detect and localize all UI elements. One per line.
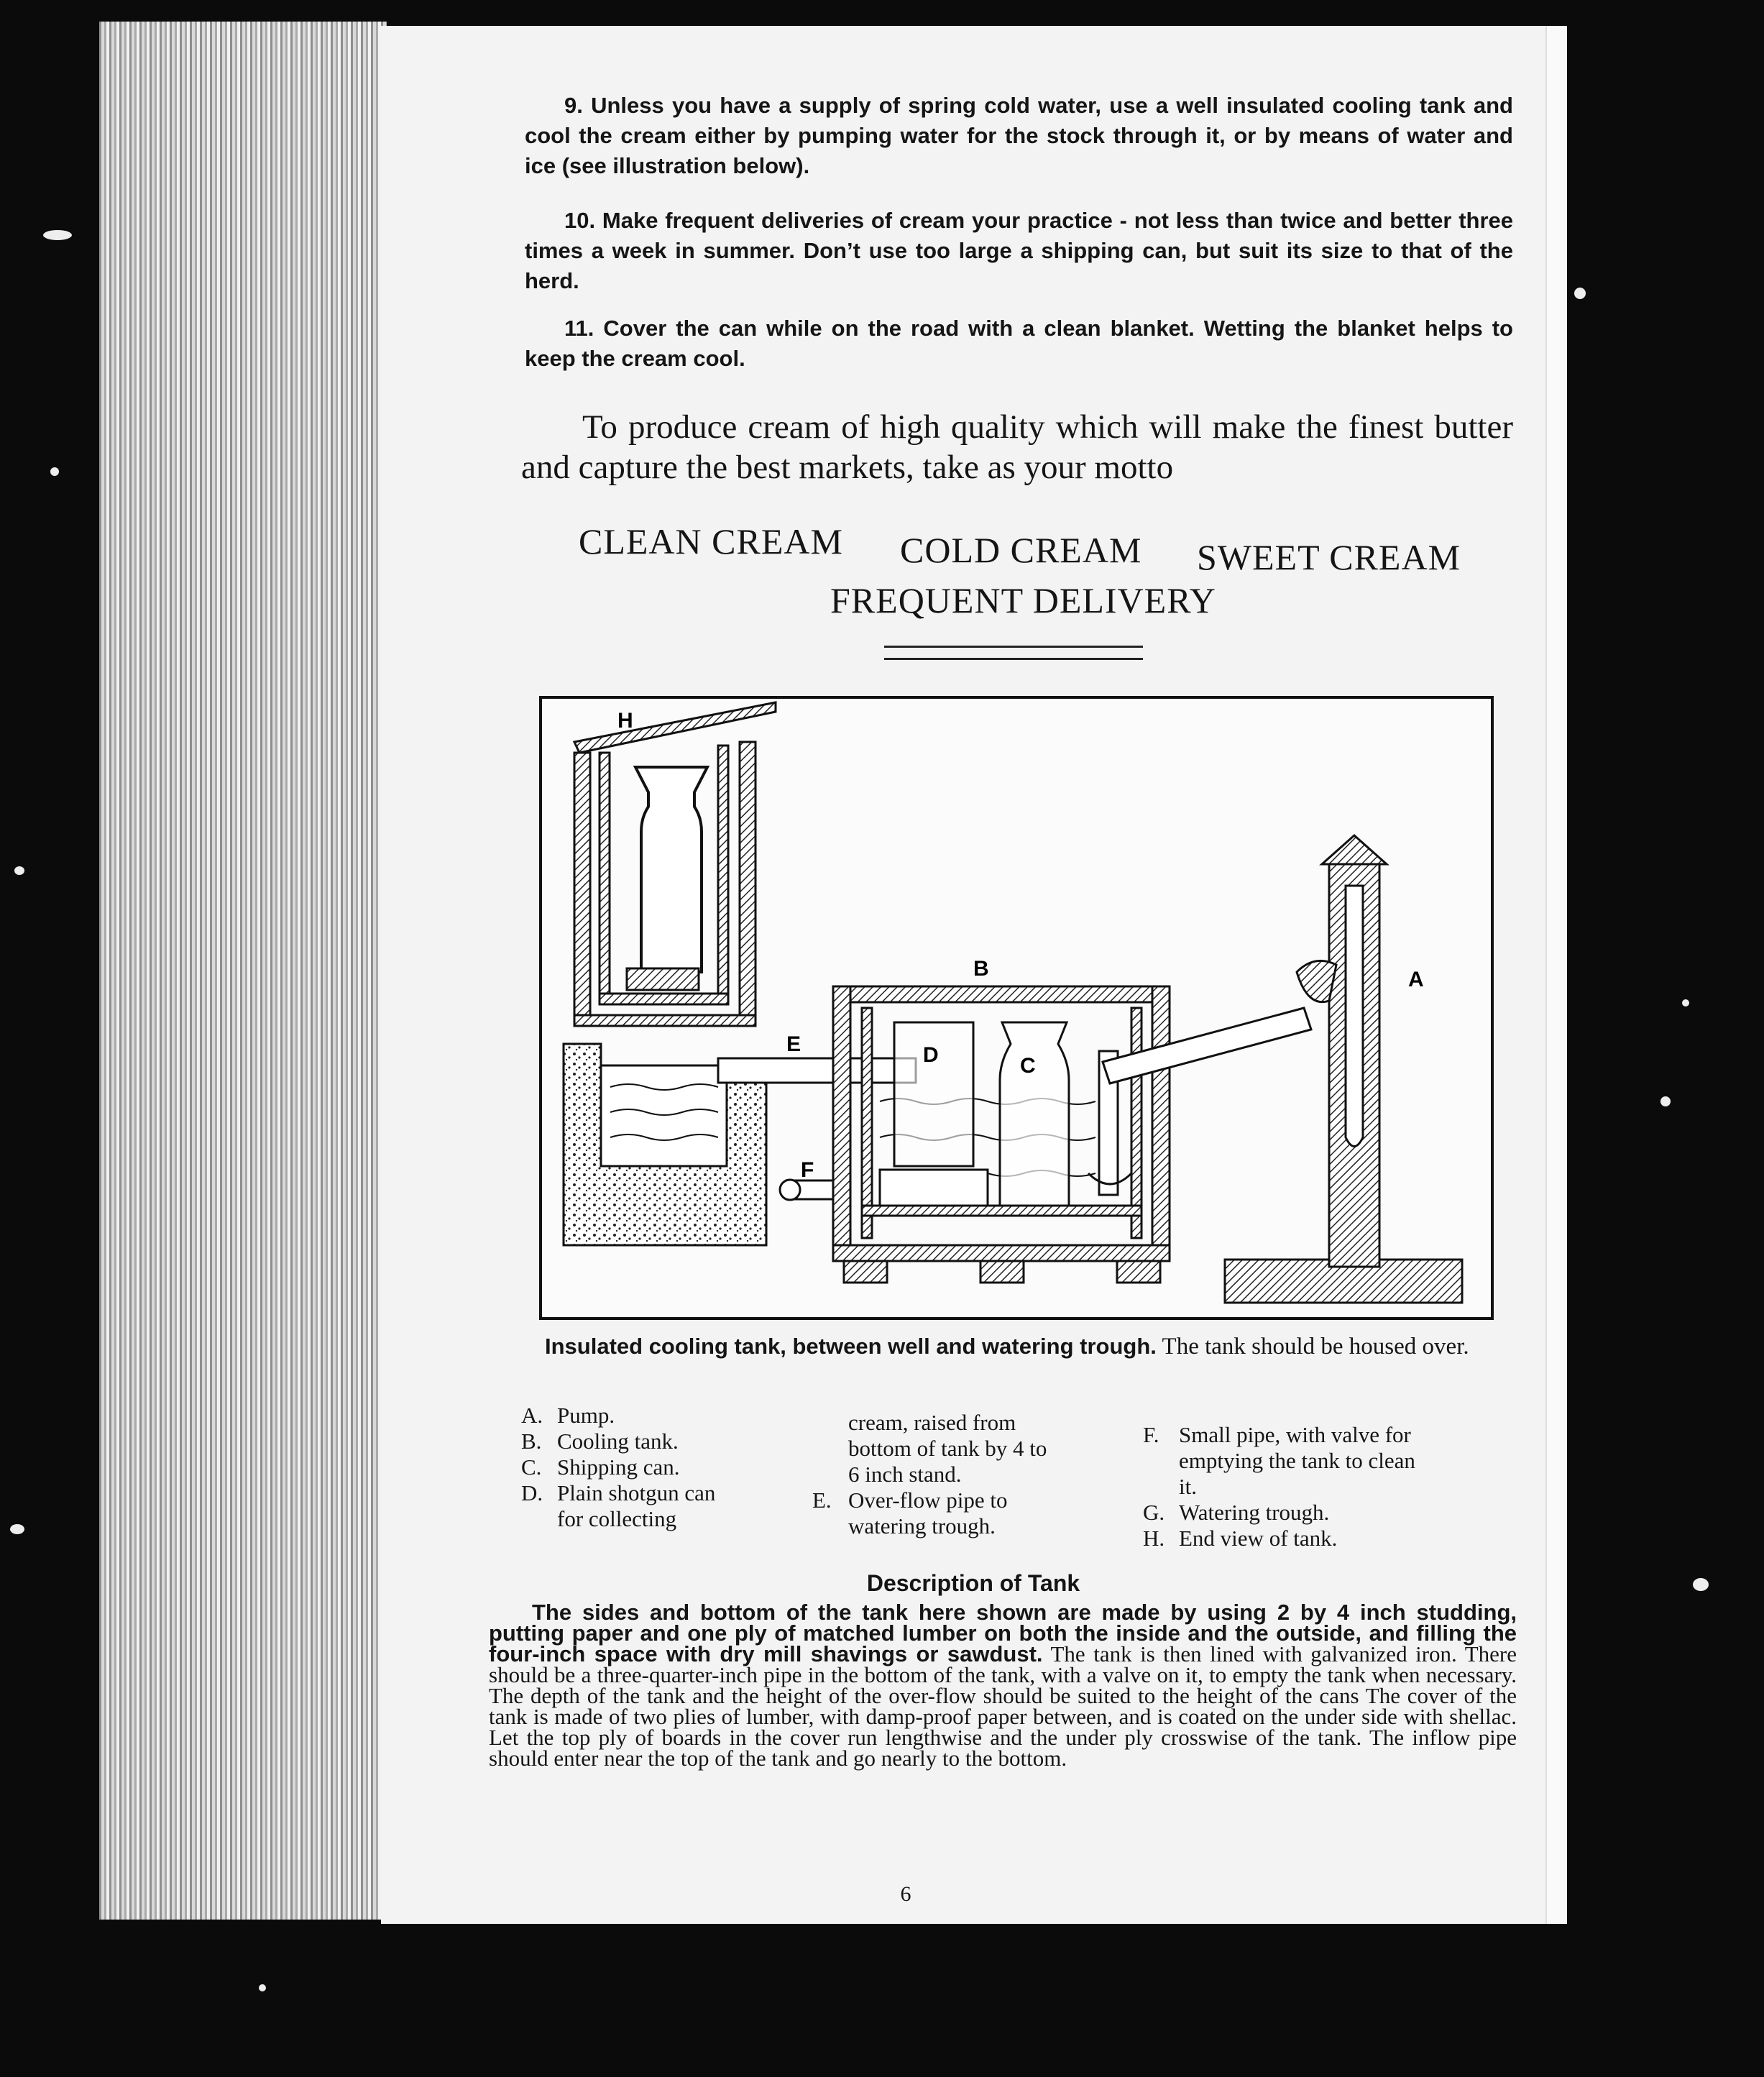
slogan-sweet-cream: SWEET CREAM xyxy=(1197,537,1461,577)
legend-column-3 xyxy=(1143,1422,1430,1551)
item-number: 9. xyxy=(564,93,583,118)
cooling-tank-illustration xyxy=(539,696,1494,1320)
figure-label-h: H xyxy=(617,709,633,733)
figure-label-e: E xyxy=(786,1032,801,1056)
legend-row xyxy=(1143,1526,1430,1551)
legend-row xyxy=(1143,1500,1430,1526)
book-page xyxy=(381,26,1566,1924)
slogan-cold-cream: COLD CREAM xyxy=(900,530,1142,570)
item-number: 11. xyxy=(564,316,594,341)
book-page-edges xyxy=(99,22,387,1920)
item-text: Make frequent deliveries of cream your practice - not less than twice and better three times a week in summer. Don’t use too large a shipping can, but suit its size to that of the herd. xyxy=(525,208,1514,293)
item-10 xyxy=(525,206,1513,296)
legend-key: D. xyxy=(521,1480,543,1505)
legend-key: C. xyxy=(521,1454,542,1480)
legend-value: Watering trough. xyxy=(1179,1500,1330,1525)
item-9 xyxy=(525,91,1513,181)
legend-row xyxy=(812,1410,1057,1487)
description-rest: The tank is then lined with galvanized iron. There should be a three-quarter-inch pipe in the bottom of the tank, with a valve on it, to empty the tank when necessary. The depth of the tank and the height of the over-flow should be suited to the height of the cans The cover of the tank is made of two plies of lumber, with damp-proof paper between, and is coated on the under side with shellac. Let the top ply of boards in the cover run lengthwise and the under ply crosswise of the tank. The inflow pipe should enter near the top of the tank and go nearly to the bottom. xyxy=(489,1641,1517,1771)
legend-value: Plain shotgun can for collecting xyxy=(557,1480,716,1531)
page-right-margin xyxy=(1545,26,1567,1924)
double-rule-divider xyxy=(884,646,1143,660)
legend-value: Small pipe, with valve for emptying the tank to clean it. xyxy=(1179,1422,1415,1499)
legend-key: A. xyxy=(521,1403,543,1428)
legend-key: H. xyxy=(1143,1526,1165,1551)
legend-value: Over-flow pipe to watering trough. xyxy=(848,1487,1008,1539)
legend-row xyxy=(521,1429,737,1454)
figure-label-b: B xyxy=(973,957,989,981)
description-bold: The sides and bottom of the tank here shown are made by using 2 by 4 inch studding, putting paper and one ply of matched lumber on both the inside and the outside, and filling the four-inch space with dry mill shavings or sawdust. xyxy=(489,1600,1517,1666)
legend-row xyxy=(521,1403,737,1429)
figure-label-a: A xyxy=(1408,968,1424,991)
legend-row xyxy=(521,1454,737,1480)
section-title: Description of Tank xyxy=(866,1570,1080,1596)
motto-paragraph: To produce cream of high quality which will make the finest butter and capture the best markets, take as your motto xyxy=(521,408,1513,486)
cooling-tank xyxy=(780,986,1170,1283)
legend-key: F. xyxy=(1143,1422,1159,1447)
dust-speck xyxy=(50,467,59,476)
legend-key: B. xyxy=(521,1429,542,1454)
dust-speck xyxy=(259,1984,266,1991)
legend-row xyxy=(521,1480,737,1532)
page-number: 6 xyxy=(900,1882,911,1906)
caption-bold: Insulated cooling tank, between well and watering trough. xyxy=(545,1334,1157,1359)
dust-speck xyxy=(1660,1096,1671,1106)
item-text: Cover the can while on the road with a clean blanket. Wetting the blanket helps to keep the cream cool. xyxy=(525,316,1513,371)
figure-label-d: D xyxy=(923,1043,939,1067)
item-number: 10. xyxy=(564,208,596,233)
slogan-clean-cream: CLEAN CREAM xyxy=(579,521,843,561)
end-view-of-tank xyxy=(574,702,776,1026)
caption-rest: The tank should be housed over. xyxy=(1162,1334,1469,1360)
legend-value: cream, raised from bottom of tank by 4 to 6 inch stand. xyxy=(848,1410,1047,1487)
legend-value: Cooling tank. xyxy=(557,1429,679,1454)
dust-speck xyxy=(14,866,24,875)
figure-label-c: C xyxy=(1020,1054,1036,1078)
legend-key: G. xyxy=(1143,1500,1165,1525)
legend-key: E. xyxy=(812,1487,832,1513)
item-11 xyxy=(525,313,1513,374)
legend-row xyxy=(812,1487,1057,1539)
legend-column-2 xyxy=(812,1410,1057,1539)
legend-column-1 xyxy=(521,1403,737,1532)
figure-label-f: F xyxy=(801,1158,814,1182)
figure-caption xyxy=(502,1333,1508,1360)
legend-value: Pump. xyxy=(557,1403,615,1428)
slogan-frequent-delivery: FREQUENT DELIVERY xyxy=(830,580,1216,620)
legend-value: Shipping can. xyxy=(557,1454,680,1480)
tank-description xyxy=(489,1602,1517,1769)
dust-speck xyxy=(10,1524,24,1534)
dust-speck xyxy=(1574,288,1586,299)
overflow-pipe xyxy=(718,1058,916,1083)
legend-key xyxy=(812,1410,848,1487)
legend-value: End view of tank. xyxy=(1179,1526,1338,1551)
cooling-tank-diagram xyxy=(542,699,1491,1317)
item-text: Unless you have a supply of spring cold water, use a well insulated cooling tank and cool the cream either by pumping water for the stock through it, or by means of water and ice (see illustration below). xyxy=(525,93,1513,178)
dust-speck xyxy=(1693,1578,1709,1591)
dust-speck xyxy=(1682,999,1689,1007)
dust-speck xyxy=(43,230,72,240)
legend-row xyxy=(1143,1422,1430,1500)
